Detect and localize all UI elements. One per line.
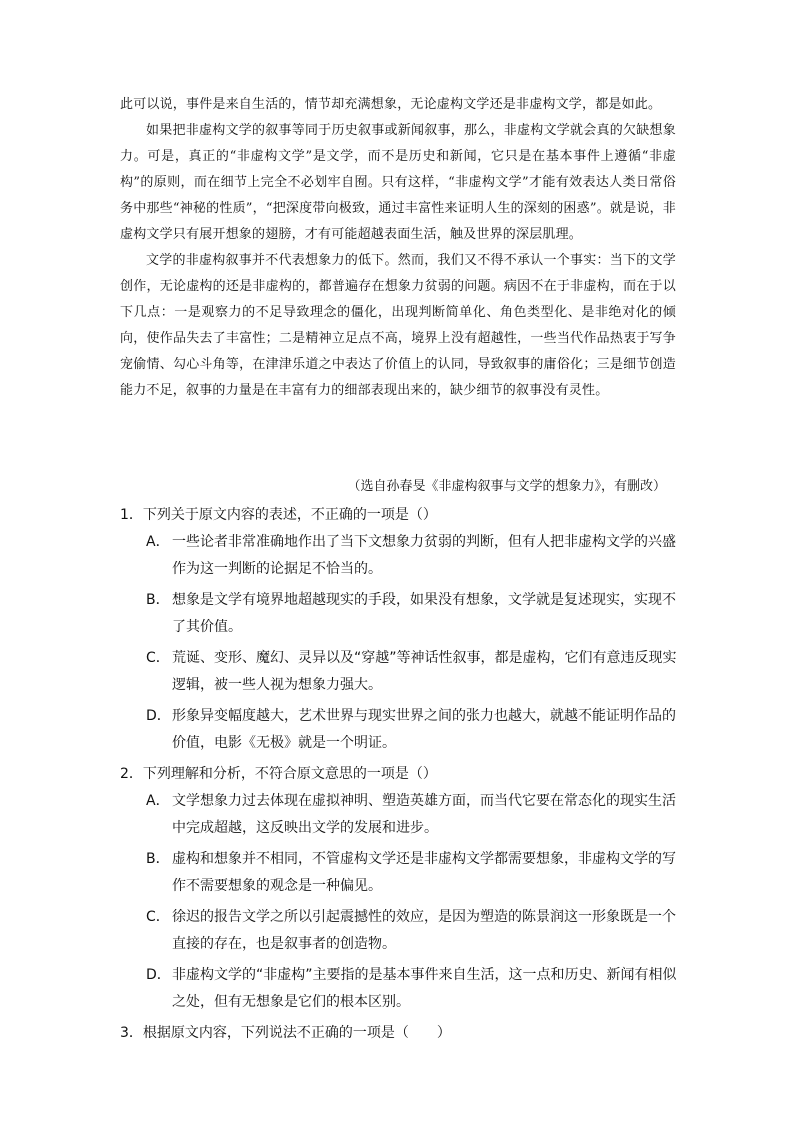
passage-paragraph: 此可以说，事件是来自生活的，情节却充满想象，无论虚构文学还是非虚构文学，都是如此。: [120, 97, 662, 112]
question-stem: 2．下列理解和分析，不符合原文意思的一项是（）: [120, 766, 437, 782]
question-2: [120, 761, 680, 1016]
option-text: 形象异变幅度越大，艺术世界与现实世界之间的张力也越大，就越不能证明作品的价值，电影《无极》就是一个明证。: [172, 708, 676, 751]
passage-paragraph: 如果把非虚构文学的叙事等同于历史叙事或新闻叙事，那么，非虚构文学就会真的欠缺想象力。可是，真正的“非虚构文学”是文学，而不是历史和新闻，它只是在基本事件上遵循“非虚构”的原则，而在细节上完全不必划牢自囿。只有这样，“非虚构文学”才能有效表达人类日常俗务中那些“神秘的性质”，“把深度带向极致，通过丰富性来证明人生的深刻的困惑”。就是说，非虚构文学只有展开想象的翅膀，才有可能超越表面生活，触及世界的深层肌理。: [120, 123, 676, 242]
option-text: 文学想象力过去体现在虚拟神明、塑造英雄方面，而当代它要在常态化的现实生活中完成超越，这反映出文学的发展和进步。: [172, 793, 676, 836]
option-text: 虚构和想象并不相同，不管虚构文学还是非虚构文学都需要想象，非虚构文学的写作不需要想象的观念是一种偏见。: [172, 851, 676, 894]
option-letter: D．: [146, 708, 171, 724]
option-letter: D．: [146, 967, 171, 983]
option-c[interactable]: [146, 645, 680, 699]
option-b[interactable]: [146, 587, 680, 641]
option-a[interactable]: [146, 529, 680, 583]
question-list: [120, 500, 680, 1047]
option-b[interactable]: [146, 846, 680, 900]
option-letter: A．: [146, 793, 170, 809]
option-c[interactable]: [146, 904, 680, 958]
question-1: [120, 502, 680, 757]
option-letter: B．: [146, 592, 170, 608]
option-text: 非虚构文学的“非虚构”主要指的是基本事件来自生活，这一点和历史、新闻有相似之处，但有无想象是它们的根本区别。: [172, 967, 677, 1010]
passage-source: （选自孙春旻《非虚构叙事与文学的想象力》，有删改）: [347, 479, 666, 494]
option-d[interactable]: [146, 962, 680, 1016]
option-d[interactable]: [146, 703, 680, 757]
reading-passage: [120, 92, 676, 404]
option-text: 想象是文学有境界地超越现实的手段，如果没有想象，文学就是复述现实，实现不了其价值。: [172, 592, 676, 635]
option-text: 一些论者非常准确地作出了当下文想象力贫弱的判断，但有人把非虚构文学的兴盛作为这一判断的论据足不恰当的。: [172, 534, 676, 577]
option-a[interactable]: [146, 788, 680, 842]
option-letter: C．: [146, 650, 170, 666]
option-text: 荒诞、变形、魔幻、灵异以及“穿越”等神话性叙事，都是虚构，它们有意违反现实逻辑，被一些人视为想象力强大。: [172, 650, 677, 693]
option-letter: A．: [146, 534, 170, 550]
passage-paragraph: 文学的非虚构叙事并不代表想象力的低下。然而，我们又不得不承认一个事实：当下的文学创作，无论虚构的还是非虚构的，都普遍存在想象力贫弱的问题。病因不在于非虚构，而在于以下几点：一是观察力的不足导致理念的僵化，出现判断简单化、角色类型化、是非绝对化的倾向，使作品失去了丰富性；二是精神立足点不高，境界上没有超越性，一些当代作品热衷于写争宠偷情、勾心斗角等，在津津乐道之中表达了价值上的认同，导致叙事的庸俗化；三是细节创造能力不足，叙事的力量是在丰富有力的细部表现出来的，缺少细节的叙事没有灵性。: [120, 253, 676, 398]
question-3: [120, 1020, 680, 1047]
question-stem: 1．下列关于原文内容的表述，不正确的一项是（）: [120, 507, 437, 523]
option-letter: C．: [146, 909, 170, 925]
option-letter: B．: [146, 851, 170, 867]
question-stem: 3．根据原文内容，下列说法不正确的一项是（ ）: [120, 1025, 451, 1041]
option-text: 徐迟的报告文学之所以引起震撼性的效应，是因为塑造的陈景润这一形象既是一个直接的存在，也是叙事者的创造物。: [172, 909, 676, 952]
